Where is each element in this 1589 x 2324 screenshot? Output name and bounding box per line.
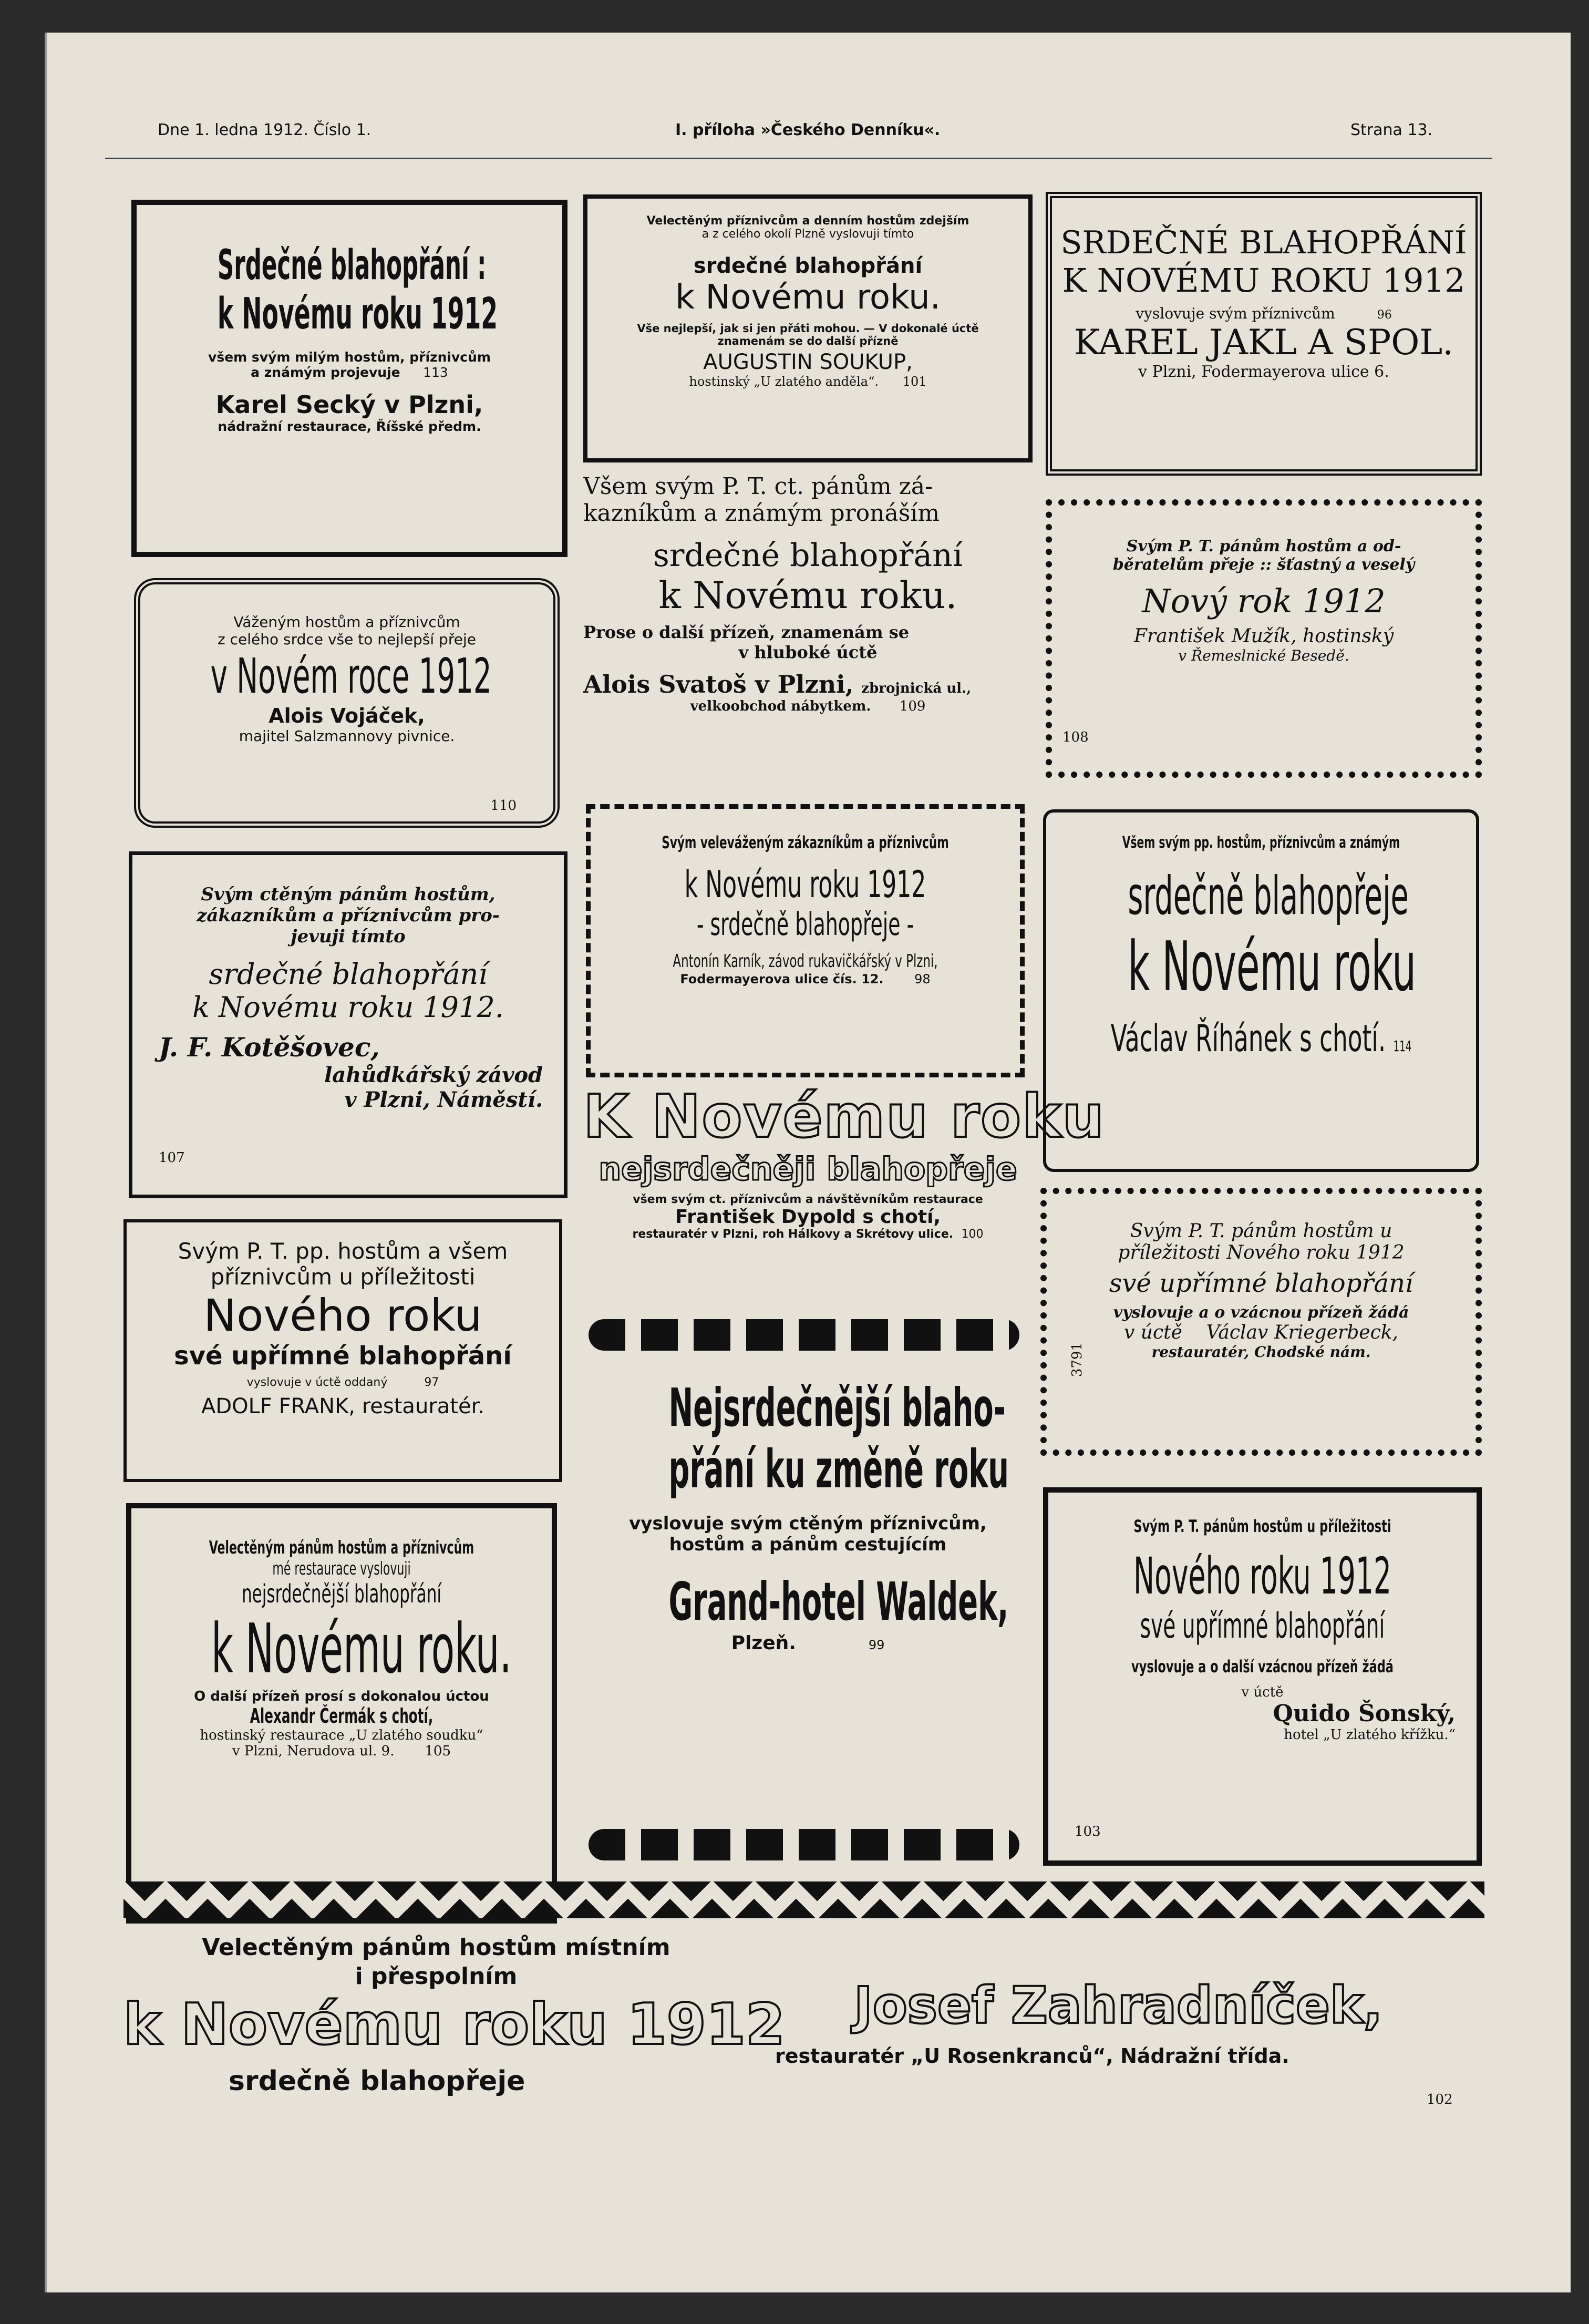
ad-number: 98 <box>914 972 931 986</box>
ad-signature: Quido Šonský, <box>1273 1700 1456 1727</box>
ad-headline: své upřímné blahopřání <box>174 1341 512 1371</box>
ad-antonin-karnik <box>586 804 1025 1077</box>
ad-headline: K NOVÉMU ROKU 1912 <box>1062 261 1466 300</box>
ad-vaclav-kriegerbeck <box>1040 1188 1482 1456</box>
ad-text <box>583 698 1033 714</box>
ad-signature: Josef Zahradníček, <box>854 1976 1383 2035</box>
ad-headline: k Novému roku 1912. <box>192 991 504 1024</box>
supplement-title: I. příloha »Českého Denníku«. <box>675 121 941 139</box>
ad-text: Všem svým pp. hostům, příznivcům a známým <box>1122 834 1400 852</box>
ad-headline: přání ku změně roku <box>668 1438 1009 1500</box>
ad-vaclav-rihanek <box>1043 809 1479 1172</box>
ad-text: mé restaurace vyslovuji <box>272 1558 411 1579</box>
ad-text: a známým projevuje <box>251 365 400 380</box>
ad-frantisek-muzik <box>1046 499 1482 778</box>
decorative-border <box>589 1829 1019 1860</box>
ad-text: vyslovuje svým ctěným příznivcům, <box>629 1513 987 1534</box>
ad-text: vyslovuje svým příznivcům <box>1136 305 1335 322</box>
ad-text: restauratér, Chodské nám. <box>1151 1343 1371 1361</box>
ad-headline: SRDEČNÉ BLAHOPŘÁNÍ <box>1060 224 1467 261</box>
ad-text: zákazníkům a příznivcům pro- <box>197 905 500 926</box>
ad-headline: - srdečně blahopřeje - <box>696 906 914 943</box>
ad-signature: Alexandr Čermák s chotí, <box>250 1704 434 1727</box>
ad-number: 101 <box>902 374 927 389</box>
ad-number: 103 <box>1075 1824 1101 1839</box>
ad-text: vyslovuje a o další vzácnou přízeň žádá <box>1131 1657 1394 1677</box>
ad-text: v hluboké úctě <box>738 642 878 662</box>
ad-signature: Václav Říhánek s chotí. <box>1110 1017 1386 1060</box>
ad-text: Svým veleváženým zákazníkům a příznivcům <box>662 832 949 852</box>
ad-alois-vojacek <box>134 578 560 828</box>
ad-number: 99 <box>868 1638 885 1652</box>
ad-headline: K Novému roku <box>583 1083 1106 1151</box>
ad-text: příznivcům u příležitosti <box>210 1264 476 1290</box>
ad-text: a z celého okolí Plzně vyslovuji tímto <box>701 228 914 241</box>
ad-headline: Srdečné blahopřání : <box>217 242 487 289</box>
ad-text: jevuji tímto <box>291 926 406 947</box>
ad-signature: AUGUSTIN SOUKUP, <box>703 350 913 374</box>
ad-text: Prose o další přízeň, znamenám se <box>583 622 910 642</box>
ad-text: majitel Salzmannovy pivnice. <box>239 727 455 745</box>
ad-adolf-frank <box>123 1219 562 1482</box>
ad-signature: Alois Vojáček, <box>269 704 425 727</box>
ad-alois-svatos <box>583 473 1033 788</box>
ad-text: Velectěným příznivcům a denním hostům zdejším <box>646 214 969 228</box>
ad-headline: Nového roku <box>203 1290 482 1341</box>
page-number: Strana 13. <box>1350 121 1433 139</box>
ad-text: restauratér „U Rosenkranců“, Nádražní třída. <box>775 2044 1289 2068</box>
ad-number: 96 <box>1377 309 1392 322</box>
ad-text <box>127 1376 559 1389</box>
ad-text: příležitosti Nového roku 1912 <box>1118 1242 1405 1263</box>
ad-text <box>583 1228 1033 1241</box>
ad-signature: ADOLF FRANK, restauratér. <box>201 1394 485 1418</box>
ad-number: 3791 <box>1069 1342 1086 1377</box>
ad-karel-jakl <box>1046 192 1482 476</box>
ad-signature: KAREL JAKL A SPOL. <box>1074 322 1454 363</box>
ad-text: Svým P. T. pp. hostům a všem <box>178 1238 508 1264</box>
ad-headline: k Novému roku. <box>211 1609 512 1689</box>
ad-text: Velectěným pánům hostům místním <box>202 1934 670 1961</box>
ad-text: všem svým milým hostům, příznivcům <box>208 349 491 365</box>
ad-signature: František Dypold s chotí, <box>675 1206 941 1228</box>
ad-text: Vše nejlepší, jak si jen přáti mohou. — V dokonalé úctě znamenám se do další přízně <box>637 322 979 347</box>
ad-text: Svým ctěným pánům hostům, <box>201 884 496 905</box>
ad-text: vyslovuje v úctě oddaný <box>246 1376 388 1389</box>
ad-headline: v Novém roce 1912 <box>210 648 492 704</box>
ad-text: nádražní restaurace, Říšské předm. <box>218 419 481 434</box>
ad-signature <box>1047 1322 1475 1343</box>
ad-text <box>131 1743 552 1759</box>
ad-headline: k Novému roku <box>1128 927 1417 1006</box>
ad-text: O další přízeň prosí s dokonalou úctou <box>194 1689 489 1704</box>
ad-text: hotel „U zlatého křížku.“ <box>1284 1727 1456 1743</box>
ad-text: restauratér v Plzni, roh Hálkovy a Skrétovy ulice. <box>632 1228 954 1241</box>
ad-number: 100 <box>961 1228 984 1241</box>
ad-grand-hotel-waldek <box>583 1377 1033 1787</box>
ad-headline: k Novému roku 1912 <box>684 863 926 906</box>
ad-headline: k Novému roku. <box>658 574 957 617</box>
ad-text <box>591 972 1020 986</box>
ad-text <box>583 1632 1033 1654</box>
ad-number: 108 <box>1062 729 1089 745</box>
ad-number: 102 <box>1427 2092 1453 2107</box>
ad-headline: k Novému roku 1912 <box>217 289 498 339</box>
ad-text: velkoobchod nábytkem. <box>690 698 871 714</box>
ad-number: 113 <box>423 365 448 380</box>
ad-text: vyslovuje a o vzácnou přízeň žádá <box>1113 1303 1409 1322</box>
ad-number: 105 <box>425 1743 451 1759</box>
ad-text: Plzeň. <box>731 1632 796 1654</box>
ad-text: Svým P. T. pánům hostům a od- <box>1126 537 1401 556</box>
ad-signature: Václav Kriegerbeck, <box>1206 1322 1398 1343</box>
ad-number: 114 <box>1393 1037 1412 1055</box>
ad-augustin-soukup <box>583 194 1033 462</box>
ad-alexandr-cermak <box>126 1503 557 1924</box>
ad-quido-sonsky <box>1043 1487 1482 1866</box>
ad-headline: nejsrdečněji blahopřeje <box>599 1151 1017 1188</box>
ad-text: v Řemeslnické Besedě. <box>1178 647 1349 664</box>
ad-text: všem svým ct. příznivcům a návštěvníkům restaurace <box>633 1193 983 1206</box>
ad-kotesovec <box>129 851 567 1198</box>
ad-number: 97 <box>424 1376 439 1389</box>
ad-text: lahůdkářský závod <box>324 1063 543 1087</box>
ad-josef-zahradnicek <box>123 1934 1511 2197</box>
ad-headline: srdečné blahopřání <box>209 958 488 991</box>
ad-text: Velectěným pánům hostům a příznivcům <box>209 1537 474 1558</box>
ad-text: v úctě <box>1123 1322 1182 1343</box>
ad-headline: Nový rok 1912 <box>1142 582 1386 620</box>
ad-text: v Plzni, Fodermayerova ulice 6. <box>1138 363 1389 381</box>
ad-number: 110 <box>490 798 517 814</box>
ad-text: běratelům přeje :: šťastný a veselý <box>1112 556 1415 574</box>
ad-signature: Alois Svatoš v Plzni, <box>583 670 854 698</box>
issue-date: Dne 1. ledna 1912. Číslo 1. <box>158 121 372 139</box>
ad-headline: své upřímné blahopřání <box>1140 1606 1385 1646</box>
ad-text: nejsrdečnější blahopřání <box>241 1579 442 1609</box>
ad-karel-secky <box>131 200 567 557</box>
ad-text: v Plzni, Nerudova ul. 9. <box>232 1743 395 1759</box>
ad-signature <box>583 670 1033 698</box>
ad-headline: k Novému roku. <box>675 278 941 317</box>
ad-text: hostinský „U zlatého anděla“. <box>689 374 879 389</box>
ad-text: zbrojnická ul., <box>861 681 972 696</box>
ad-text: hostinský restaurace „U zlatého soudku“ <box>200 1727 483 1743</box>
ad-headline: k Novému roku 1912 <box>123 1992 786 2058</box>
ad-text: Svým P. T. pánům hostům u příležitosti <box>1133 1516 1391 1536</box>
decorative-border <box>589 1319 1019 1351</box>
ad-text <box>587 374 1028 389</box>
ad-text: i přespolním <box>355 1963 518 1990</box>
ad-number: 109 <box>899 698 926 714</box>
ad-headline: Nového roku 1912 <box>1133 1547 1391 1606</box>
ad-number: 107 <box>159 1150 185 1166</box>
ad-headline: své upřímné blahopřání <box>1109 1269 1413 1298</box>
ad-signature: František Mužík, hostinský <box>1133 625 1394 647</box>
ad-signature: Karel Secký v Plzni, <box>215 390 483 419</box>
ad-headline: Nejsrdečnější blaho- <box>668 1377 1006 1438</box>
ad-text <box>137 365 562 380</box>
ad-signature <box>1107 1017 1416 1060</box>
ad-headline: srdečně blahopřeje <box>1128 865 1409 927</box>
header-rule <box>105 158 1492 159</box>
ad-text: srdečné blahopřání <box>693 254 923 278</box>
ad-text: Fodermayerova ulice čís. 12. <box>680 972 884 986</box>
ad-text: v Plzni, Náměstí. <box>344 1087 543 1112</box>
ad-text: z celého srdce vše to nejlepší přeje <box>218 631 476 648</box>
ad-signature: J. F. Kotěšovec, <box>159 1032 380 1063</box>
ad-text: srdečně blahopřeje <box>229 2065 525 2097</box>
decorative-border <box>123 1881 1484 1918</box>
ad-signature: Antonín Karník, závod rukavičkářský v Plzni, <box>673 951 938 972</box>
ad-text: v úctě <box>1241 1684 1284 1700</box>
ad-text: Všem svým P. T. ct. pánům zá- <box>583 473 933 500</box>
ad-text <box>1052 305 1475 322</box>
ad-signature: Grand-hotel Waldek, <box>668 1571 1009 1632</box>
ad-headline: srdečné blahopřání <box>653 537 963 574</box>
ad-text: Svým P. T. pánům hostům u <box>1130 1220 1392 1242</box>
ad-text: kazníkům a známým pronáším <box>583 500 940 527</box>
ad-text: hostům a pánům cestujícím <box>669 1534 947 1555</box>
ad-frantisek-dypold <box>583 1083 1106 1309</box>
ad-text: Váženým hostům a příznivcům <box>233 613 460 631</box>
